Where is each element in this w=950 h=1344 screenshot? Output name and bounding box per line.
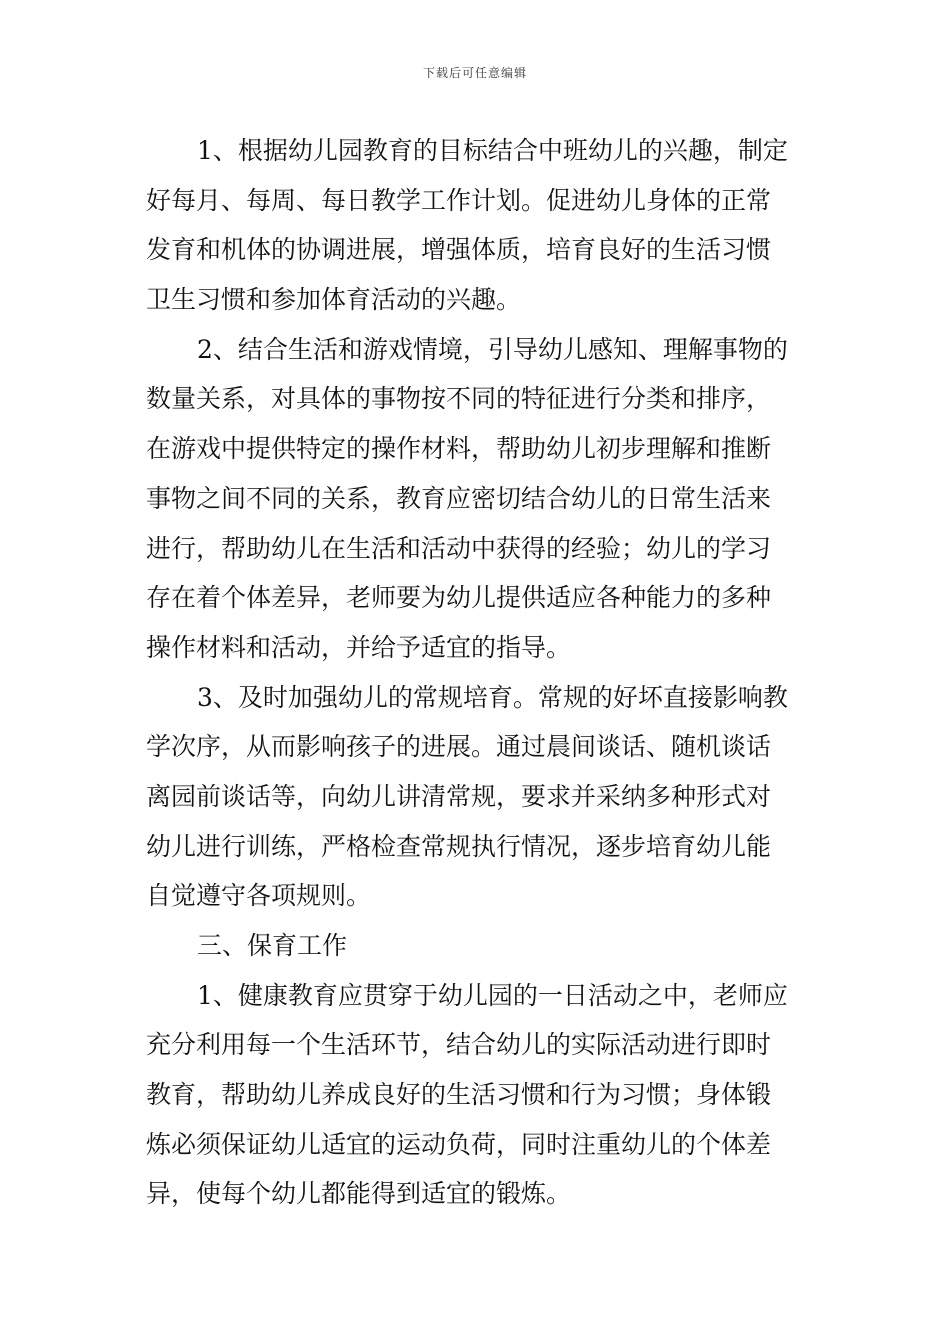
text-line: 3、及时加强幼儿的常规培育。常规的好坏直接影响教 [197, 682, 788, 712]
text-line: 操作材料和活动，并给予适宜的指导。 [146, 632, 572, 662]
page-header: 下载后可任意编辑 [422, 66, 527, 80]
text-line: 三、保育工作 [197, 931, 348, 960]
text-line: 2、结合生活和游戏情境，引导幼儿感知、理解事物的 [197, 334, 788, 364]
text-line: 发育和机体的协调进展，增强体质，培育良好的生活习惯 [146, 235, 772, 265]
text-line: 1、健康教育应贯穿于幼儿园的一日活动之中，老师应 [197, 980, 788, 1010]
text-line: 自觉遵守各项规则。 [146, 881, 372, 911]
text-line: 数量关系，对具体的事物按不同的特征进行分类和排序， [146, 384, 772, 414]
text-line: 炼必须保证幼儿适宜的运动负荷，同时注重幼儿的个体差 [146, 1129, 772, 1159]
text-line: 异，使每个幼儿都能得到适宜的锻炼。 [146, 1179, 572, 1209]
text-line: 事物之间不同的关系，教育应密切结合幼儿的日常生活来 [146, 483, 772, 513]
text-line: 进行，帮助幼儿在生活和活动中获得的经验；幼儿的学习 [146, 533, 772, 563]
text-line: 1、根据幼儿园教育的目标结合中班幼儿的兴趣，制定 [197, 136, 788, 165]
text-line: 存在着个体差异，老师要为幼儿提供适应各种能力的多种 [146, 583, 772, 613]
text-line: 卫生习惯和参加体育活动的兴趣。 [146, 285, 522, 315]
text-line: 教育，帮助幼儿养成良好的生活习惯和行为习惯；身体锻 [146, 1080, 772, 1110]
text-line: 学次序，从而影响孩子的进展。通过晨间谈话、随机谈话 [146, 732, 772, 762]
text-line: 离园前谈话等，向幼儿讲清常规，要求并采纳多种形式对 [146, 781, 772, 811]
document-body [146, 126, 806, 1219]
text-line: 幼儿进行训练，严格检查常规执行情况，逐步培育幼儿能 [146, 831, 772, 861]
text-line: 充分利用每一个生活环节，结合幼儿的实际活动进行即时 [146, 1030, 772, 1060]
text-line: 在游戏中提供特定的操作材料，帮助幼儿初步理解和推断 [146, 434, 772, 464]
text-line: 好每月、每周、每日教学工作计划。促进幼儿身体的正常 [146, 185, 772, 215]
